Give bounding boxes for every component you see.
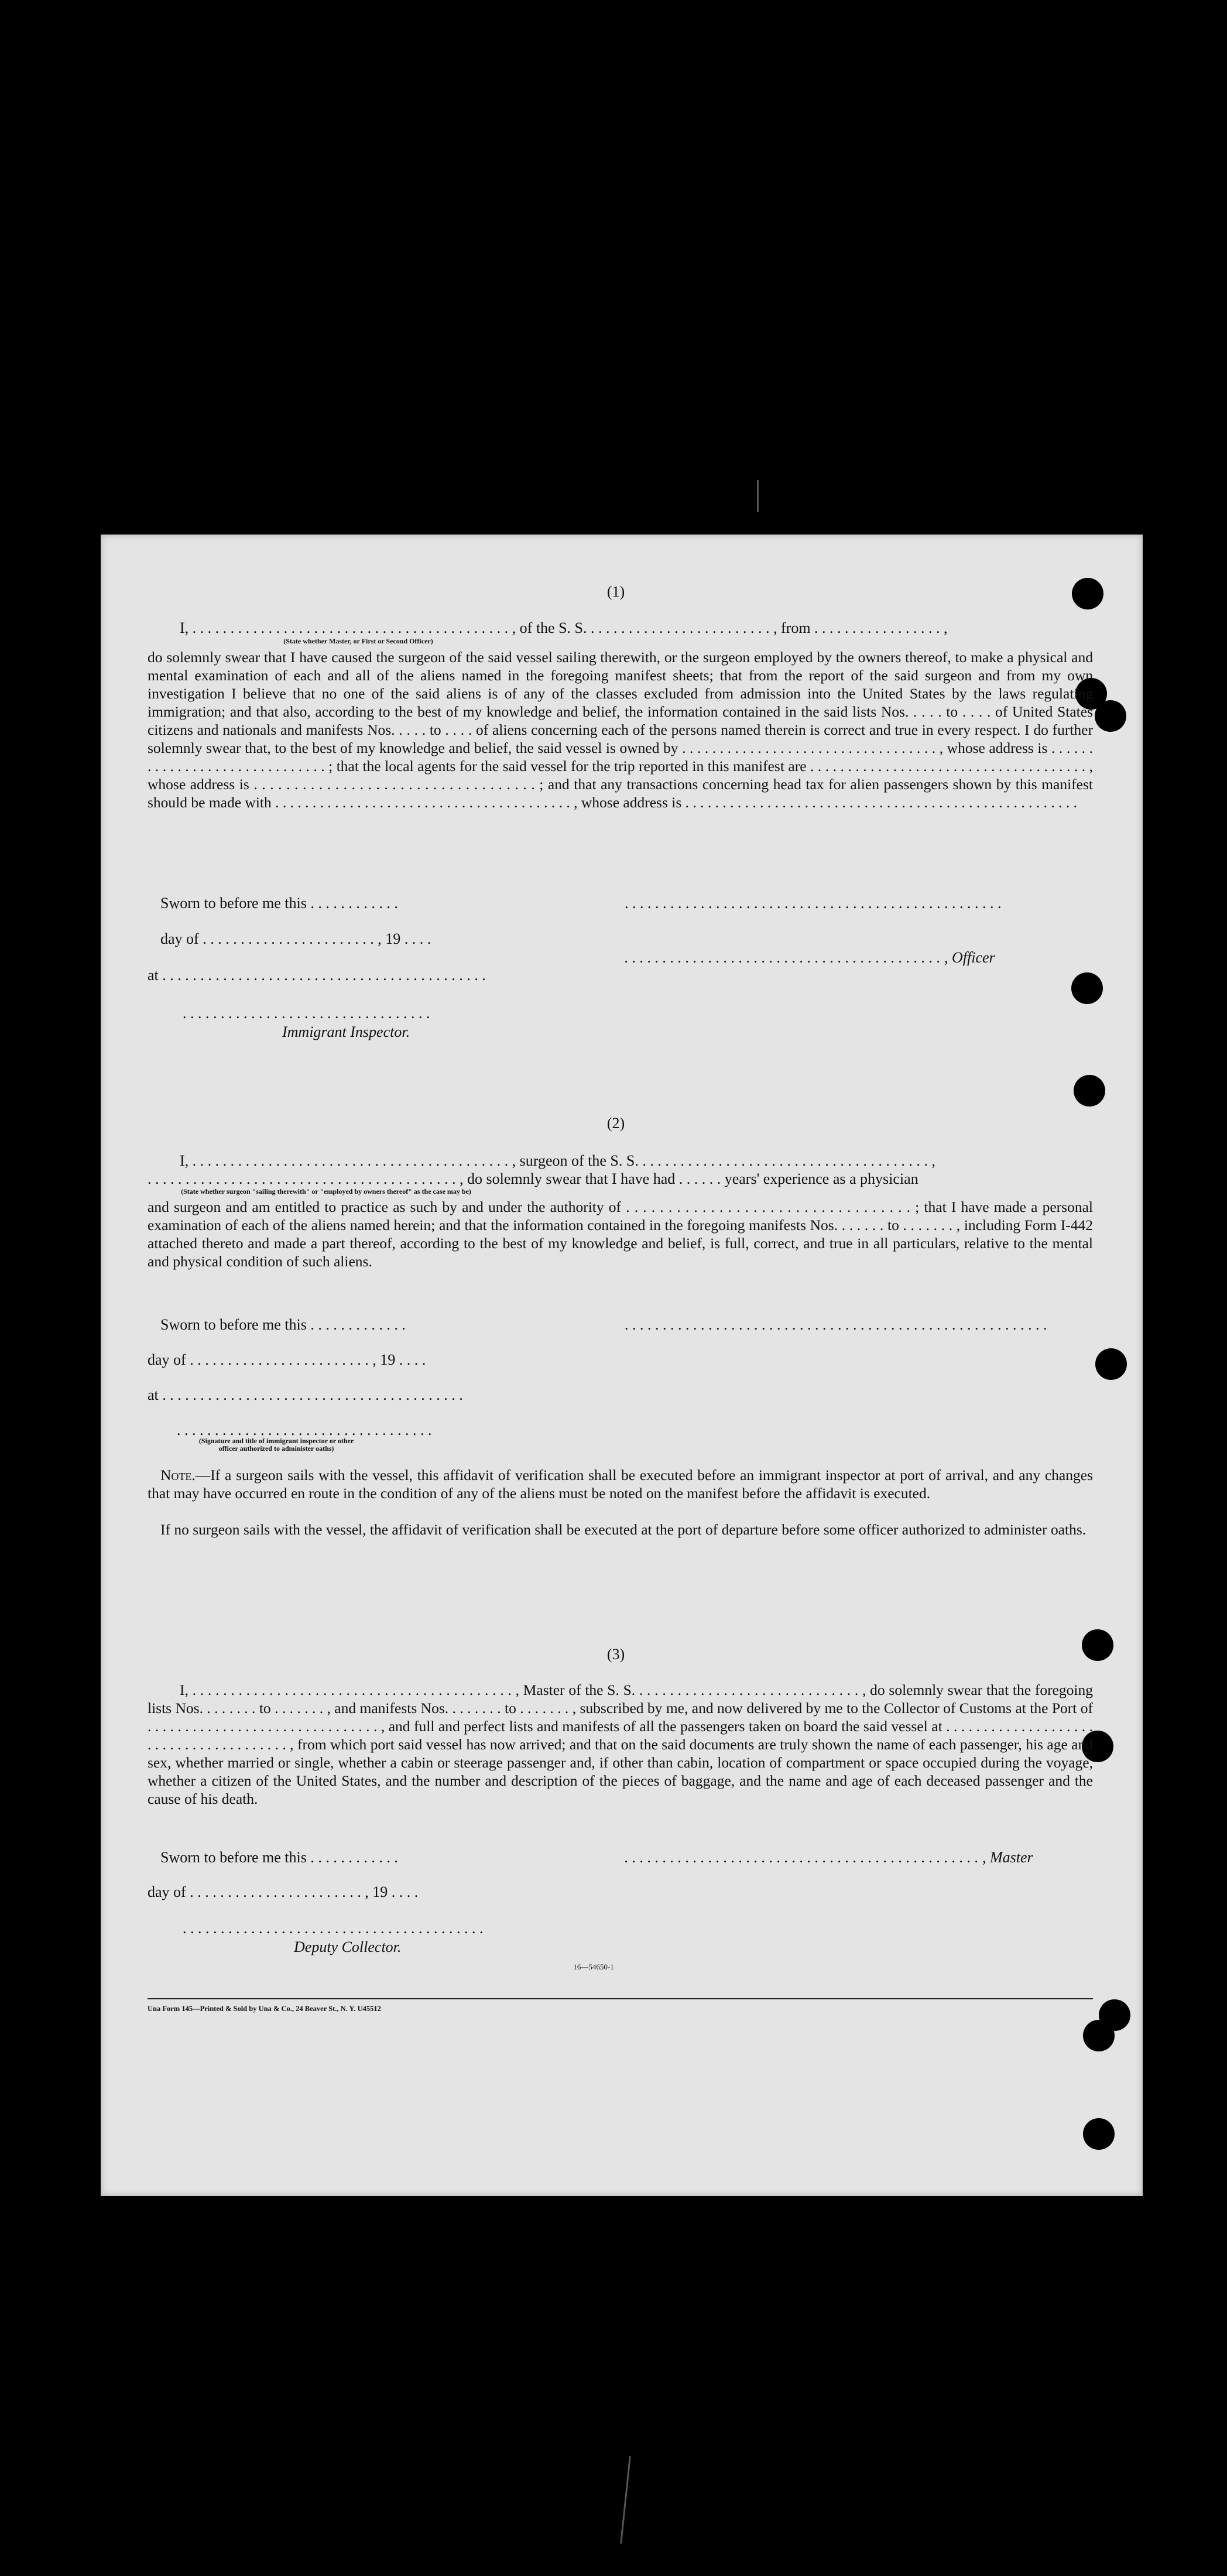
section-1-inspector-line: . . . . . . . . . . . . . . . . . . . . . . . . . . . . . . . . . xyxy=(183,1005,430,1022)
section-2-affidavit-text: and surgeon and am entitled to practice as such by and under the authority of . . . . . . . . . . . . . . . . . . . . . . . . . . . . . . . . . . ; that I have made a personal examination of each of the aliens named herein; and that the information contained in the foregoing manifests Nos. . . . . . . to . . . . . . . , including Form I-442 attached thereto and made a part thereof, according to the best of my knowledge and belief, is full, correct, and true in all particulars, relative to the mental and physical condition of such aliens. xyxy=(148,1198,1093,1270)
section-3-number: (3) xyxy=(606,1646,625,1663)
section-3-day: day of . . . . . . . . . . . . . . . . . . . . . . . , 19 . . . . xyxy=(148,1883,419,1900)
form-code: 16—54650-1 xyxy=(573,1962,614,1971)
punch-hole xyxy=(1071,972,1103,1004)
punch-hole xyxy=(1072,578,1103,609)
section-2-signature-line: . . . . . . . . . . . . . . . . . . . . . . . . . . . . . . . . . . . . . . . . . . . . . . . . . . . . . . . . xyxy=(625,1316,1047,1333)
punch-hole xyxy=(1074,1075,1105,1107)
section-2-sworn: Sworn to before me this . . . . . . . . . . . . . xyxy=(160,1316,406,1333)
scan-artifact xyxy=(757,480,759,512)
section-1-rank-note: (State whether Master, or First or Second Officer) xyxy=(283,637,433,645)
section-2-day: day of . . . . . . . . . . . . . . . . . . . . . . . . , 19 . . . . xyxy=(148,1351,426,1368)
section-2-opening-line: I, . . . . . . . . . . . . . . . . . . . . . . . . . . . . . . . . . . . . . . . . . . , surgeon of the S. S. . . . . . . . . . . . . . . . . . . . . . . . . . . . . . . . . . . . . . . , xyxy=(180,1152,935,1169)
section-2-signature-note: (Signature and title of immigrant inspector or other officer authorized to administer oaths) xyxy=(198,1437,354,1453)
section-1-number: (1) xyxy=(606,583,625,600)
section-2-second-line: . . . . . . . . . . . . . . . . . . . . . . . . . . . . . . . . . . . . . . . . . , do solemnly swear that I have had . . . . . . years' experience as a physician xyxy=(148,1170,918,1187)
section-1-sworn: Sworn to before me this . . . . . . . . . . . . xyxy=(160,895,398,912)
note-heading: Note. xyxy=(160,1467,196,1484)
section-1-signature-line: . . . . . . . . . . . . . . . . . . . . . . . . . . . . . . . . . . . . . . . . . . . . . . . . . . xyxy=(625,895,1002,912)
scan-artifact xyxy=(620,2456,631,2543)
punch-hole xyxy=(1083,2020,1115,2051)
manifest-affidavit-page xyxy=(101,535,1143,2196)
note-text: —If a surgeon sails with the vessel, this affidavit of verification shall be executed before an immigrant inspector at port of arrival, and any changes that may have occurred en route in the condition of any of the aliens must be noted on the manifest before the affidavit is executed. xyxy=(148,1467,1093,1502)
section-2-inspector-line: . . . . . . . . . . . . . . . . . . . . . . . . . . . . . . . . . . xyxy=(177,1421,432,1438)
section-2-at: at . . . . . . . . . . . . . . . . . . . . . . . . . . . . . . . . . . . . . . . . xyxy=(148,1386,463,1403)
punch-hole xyxy=(1082,1629,1113,1661)
section-2-surgeon-note: (State whether surgeon "sailing therewith" or "employed by owners thereof" as the case may be) xyxy=(181,1187,471,1195)
section-3-collector-line: . . . . . . . . . . . . . . . . . . . . . . . . . . . . . . . . . . . . . . . . xyxy=(183,1920,484,1937)
footer-rule xyxy=(148,1998,1093,1999)
section-3-affidavit-text: I, . . . . . . . . . . . . . . . . . . . . . . . . . . . . . . . . . . . . . . . . . . , Master of the S. S. . . . . . . . . . . . . . . . . . . . . . . . . . . . . . , do solemnly swear that the foregoing lists Nos. . . . . . . . to . . . . . . . , and manifests Nos. . . . . . . . to . . . . . . . , subscribed by me, and now delivered by me to the Collector of Customs at the Port of . . . . . . . . . . . . . . . . . . . . . . . . . . . . . . . , and full and perfect lists and manifests of all the passengers taken on board the said vessel at . . . . . . . . . . . . . . . . . . . . . . . . . . . . . . . . . . . . . . . , from which port said vessel has now arrived; and that on the said documents are truly shown the name of each passenger, his age and sex, whether married or single, whether a cabin or steerage passenger and, if other than cabin, location of compartment or space occupied during the voyage, whether a citizen of the United States, and the number and description of the pieces of baggage, and the name and age of each deceased passenger and the cause of his death. xyxy=(148,1681,1093,1807)
section-1-at: at . . . . . . . . . . . . . . . . . . . . . . . . . . . . . . . . . . . . . . . . . . . xyxy=(148,967,486,984)
section-1-affidavit-text: do solemnly swear that I have caused the surgeon of the said vessel sailing therewith, or the surgeon employed by the owners thereof, to make a physical and mental examination of each and all of the aliens named in the foregoing manifest sheets; that from the report of the said surgeon and from my own investigation I believe that no one of the said aliens is of any of the classes excluded from admission into the United States by the laws regulating immigration; and that also, according to the best of my knowledge and belief, the information contained in the said lists Nos. . . . . to . . . . of United States citizens and nationals and manifests Nos. . . . . to . . . . of aliens concerning each of the persons named therein is correct and true in every respect. I do further solemnly swear that, to the best of my knowledge and belief, the said vessel is owned by . . . . . . . . . . . . . . . . . . . . . . . . . . . . . . . . . . , whose address is . . . . . . . . . . . . . . . . . . . . . . . . . . . . . . ; that the local agents for the said vessel for the trip reported in this manifest are . . . . . . . . . . . . . . . . . . . . . . . . . . . . . . . . . . . . . , whose address is . . . . . . . . . . . . . . . . . . . . . . . . . . . . . . . . . . . ; and that any transactions concerning head tax for alien passengers shown by this manifest should be made with . . . . . . . . . . . . . . . . . . . . . . . . . . . . . . . . . . . . . . . . , whose address is . . . . . . . . . . . . . . . . . . . . . . . . . . . . . . . . . . . . . . . . . . . . . . . . . . . . . xyxy=(148,649,1093,811)
punch-hole xyxy=(1095,1348,1127,1380)
section-3-collector-title: Deputy Collector. xyxy=(294,1938,402,1955)
section-1-inspector-title: Immigrant Inspector. xyxy=(282,1023,410,1040)
printer-imprint: Una Form 145—Printed & Sold by Una & Co., 24 Beaver St., N. Y. U45512 xyxy=(148,2005,381,2013)
section-2-number: (2) xyxy=(606,1115,625,1132)
section-2-note-departure: If no surgeon sails with the vessel, the affidavit of verification shall be executed at the port of departure before some officer authorized to administer oaths. xyxy=(160,1521,1087,1538)
section-1-opening-line: I, . . . . . . . . . . . . . . . . . . . . . . . . . . . . . . . . . . . . . . . . . . , of the S. S. . . . . . . . . . . . . . . . . . . . . . . . . , from . . . . . . . . . . . . . . . . . , xyxy=(180,619,948,636)
punch-hole xyxy=(1083,2118,1115,2150)
section-2-note xyxy=(148,1466,1093,1502)
section-3-sworn: Sworn to before me this . . . . . . . . . . . . xyxy=(160,1849,398,1866)
punch-hole xyxy=(1095,700,1126,732)
section-1-officer-signature: . . . . . . . . . . . . . . . . . . . . . . . . . . . . . . . . . . . . . . . . . . , Officer xyxy=(625,949,995,966)
section-3-master-signature: . . . . . . . . . . . . . . . . . . . . . . . . . . . . . . . . . . . . . . . . . . . . . . . , Master xyxy=(625,1849,1033,1866)
section-1-day: day of . . . . . . . . . . . . . . . . . . . . . . . , 19 . . . . xyxy=(160,930,431,947)
